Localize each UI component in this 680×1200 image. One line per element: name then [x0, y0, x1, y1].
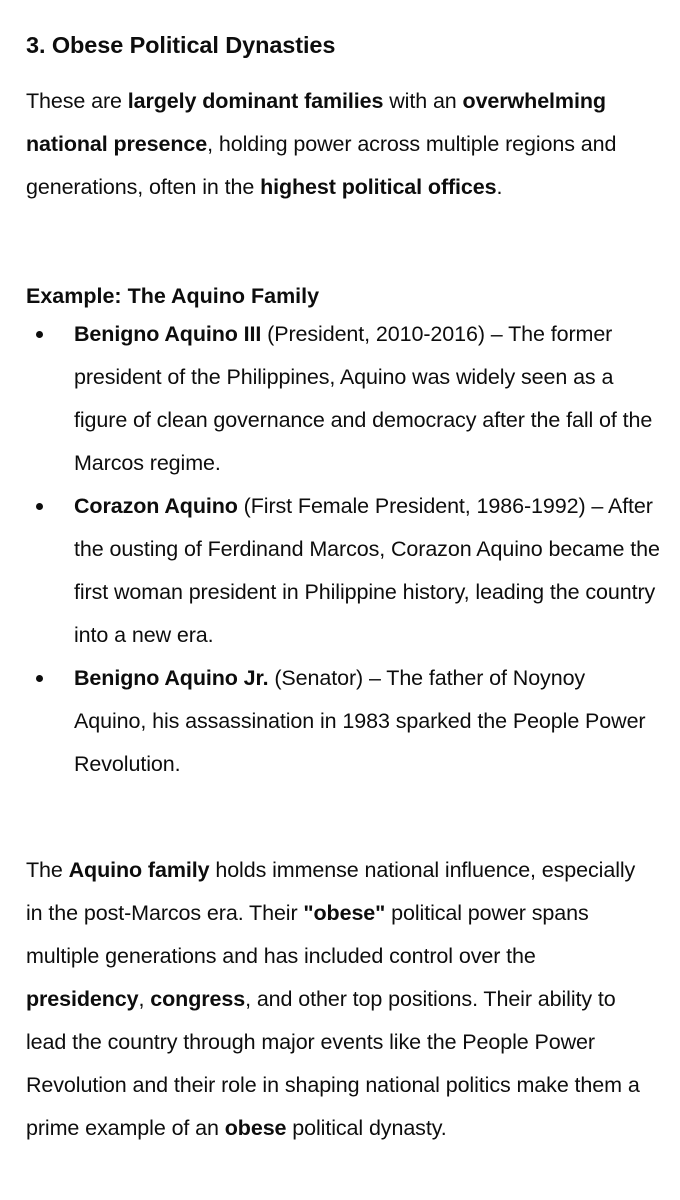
intro-text: These are [26, 89, 128, 113]
intro-text: , holding power across multiple regions and generations, often in the [26, 132, 617, 199]
bullet-dot-icon [36, 503, 43, 510]
summary-text: political power spans multiple generations and has included control over the [26, 901, 589, 968]
intro-paragraph [26, 80, 656, 209]
section-heading: 3. Obese Political Dynasties [26, 32, 336, 58]
bullet-description: (Senator) – The father of Noynoy Aquino, his assassination in 1983 sparked the People Power Revolution. [74, 666, 646, 776]
bullet-person-name: Corazon Aquino [74, 494, 238, 518]
summary-text: , [138, 987, 151, 1011]
intro-bold-highest-offices: highest political offices [260, 175, 497, 199]
summary-text: , and other top positions. Their ability to lead the country through major events like the People Power Revolution and their role in shaping national politics make them a prime example of an [26, 987, 640, 1140]
list-item [0, 657, 680, 786]
summary-text: The [26, 858, 69, 882]
bullet-dot-icon [36, 675, 43, 682]
example-bullet-list [0, 313, 680, 786]
bullet-dot-icon [36, 331, 43, 338]
intro-text: with an [383, 89, 463, 113]
summary-text: holds immense national influence, especially in the post-Marcos era. Their [26, 858, 636, 925]
summary-paragraph [26, 849, 656, 1150]
intro-text: . [496, 175, 503, 199]
intro-bold-dominant-families: largely dominant families [127, 89, 384, 113]
bullet-description: (First Female President, 1986-1992) – After the ousting of Ferdinand Marcos, Corazon Aquino became the first woman president in Philippine history, leading the country into a new era. [74, 494, 660, 647]
bullet-person-name: Benigno Aquino Jr. [74, 666, 269, 690]
summary-bold-aquino-family: Aquino family [68, 858, 210, 882]
bullet-description: (President, 2010-2016) – The former president of the Philippines, Aquino was widely seen as a figure of clean governance and democracy after the fall of the Marcos regime. [74, 322, 653, 475]
list-item [0, 485, 680, 657]
summary-bold-obese: obese [224, 1116, 287, 1140]
summary-text: political dynasty. [286, 1116, 447, 1140]
summary-bold-obese-quoted: "obese" [303, 901, 386, 925]
bullet-person-name: Benigno Aquino III [74, 322, 262, 346]
intro-bold-national-presence: overwhelming national presence [26, 89, 606, 156]
example-label: Example: The Aquino Family [26, 284, 320, 308]
summary-bold-presidency: presidency [26, 987, 139, 1011]
summary-bold-congress: congress [150, 987, 246, 1011]
list-item [0, 313, 680, 485]
